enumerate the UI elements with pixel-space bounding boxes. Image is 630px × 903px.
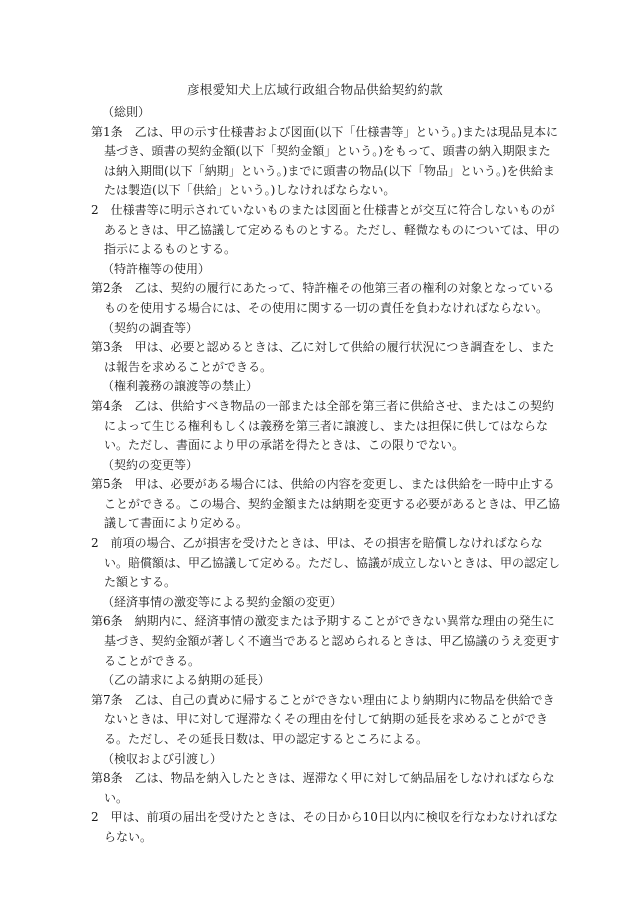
- clause-line: 2 仕様書等に明示されていないものまたは図面と仕様書とが交互に符合しないものが: [91, 202, 555, 217]
- clause-line: 第4条 乙は、供給すべき物品の一部または全部を第三者に供給させ、またはこの契約: [91, 398, 555, 413]
- clause-line: 2 甲は、前項の届出を受けたときは、その日から10日以内に検収を行なわなければな: [91, 810, 558, 825]
- clause-line: 基づき、頭書の契約金額(以下「契約金額」という。)をもって、頭書の納入期限また: [104, 144, 551, 159]
- clause-line: 第2条 乙は、契約の履行にあたって、特許権その他第三者の権利の対象となっている: [91, 281, 555, 296]
- clause-line: 第6条 納期内に、経済事情の激変または予期することができない異常な理由の発生に: [91, 614, 555, 629]
- section-heading: （契約の変更等）: [102, 457, 199, 472]
- clause-line: 第3条 甲は、必要と認めるときは、乙に対して供給の履行状況につき調査をし、また: [91, 340, 555, 355]
- clause-line: らない。: [104, 829, 153, 844]
- clause-line: た額とする。: [104, 575, 177, 590]
- clause-line: は納入期間(以下「納期」という。)までに頭書の物品(以下「物品」という。)を供給ま: [104, 163, 555, 178]
- clause-line: あるときは、甲乙協議して定めるものとする。ただし、軽微なものについては、甲の: [104, 222, 560, 237]
- clause-line: ことができる。この場合、契約金額または納期を変更する必要があるときは、甲乙協: [104, 496, 561, 511]
- clause-line: ないときは、甲に対して遅滞なくその理由を付して納期の延長を求めることができ: [104, 712, 549, 727]
- section-heading: （経済事情の激変等による契約金額の変更）: [102, 594, 343, 609]
- section-heading: （特許権等の使用）: [102, 261, 211, 276]
- document-title: 彦根愛知犬上広域行政組合物品供給契約約款: [186, 82, 443, 97]
- clause-line: 基づき、契約金額が著しく不適当であると認められるときは、甲乙協議のうえ変更す: [104, 634, 560, 649]
- clause-line: 指示によるものとする。: [104, 242, 237, 257]
- section-heading: （総則）: [102, 105, 151, 119]
- clause-line: 2 前項の場合、乙が損害を受けたときは、甲は、その損害を賠償しなければならな: [91, 536, 543, 551]
- clause-line: 第7条 乙は、自己の責めに帰することができない理由により納期内に物品を供給でき: [91, 692, 555, 707]
- section-heading: （権利義務の譲渡等の禁止）: [102, 379, 259, 394]
- clause-line: たは製造(以下「供給」という。)しなければならない。: [104, 183, 396, 198]
- clause-line: る。ただし、その延長日数は、甲の認定するところによる。: [104, 732, 429, 746]
- clause-line: ることができる。: [104, 653, 201, 668]
- clause-line: によって生じる権利もしくは義務を第三者に譲渡し、または担保に供してはならな: [104, 418, 549, 433]
- document-body: [91, 103, 561, 848]
- section-heading: （検収および引渡し）: [102, 751, 223, 766]
- clause-line: い。賠償額は、甲乙協議して定める。ただし、協議が成立しないときは、甲の認定し: [104, 555, 561, 570]
- section-heading: （乙の請求による納期の延長）: [102, 673, 271, 688]
- clause-line: ものを使用する場合には、その使用に関する一切の責任を負わなければならない。: [104, 300, 549, 315]
- clause-line: 第1条 乙は、甲の示す仕様書および図面(以下「仕様書等」という。)または現品見本に: [91, 124, 559, 139]
- clause-line: は報告を求めることができる。: [104, 359, 273, 374]
- clause-line: い。ただし、書面により甲の承諾を得たときは、この限りでない。: [104, 438, 465, 453]
- clause-line: 議して書面により定める。: [104, 516, 249, 531]
- clause-line: 第8条 乙は、物品を納入したときは、遅滞なく甲に対して納品届をしなければならな: [91, 771, 555, 786]
- clause-line: い。: [104, 790, 129, 805]
- section-heading: （契約の調査等）: [102, 320, 199, 335]
- clause-line: 第5条 甲は、必要がある場合には、供給の内容を変更し、または供給を一時中止する: [91, 477, 555, 492]
